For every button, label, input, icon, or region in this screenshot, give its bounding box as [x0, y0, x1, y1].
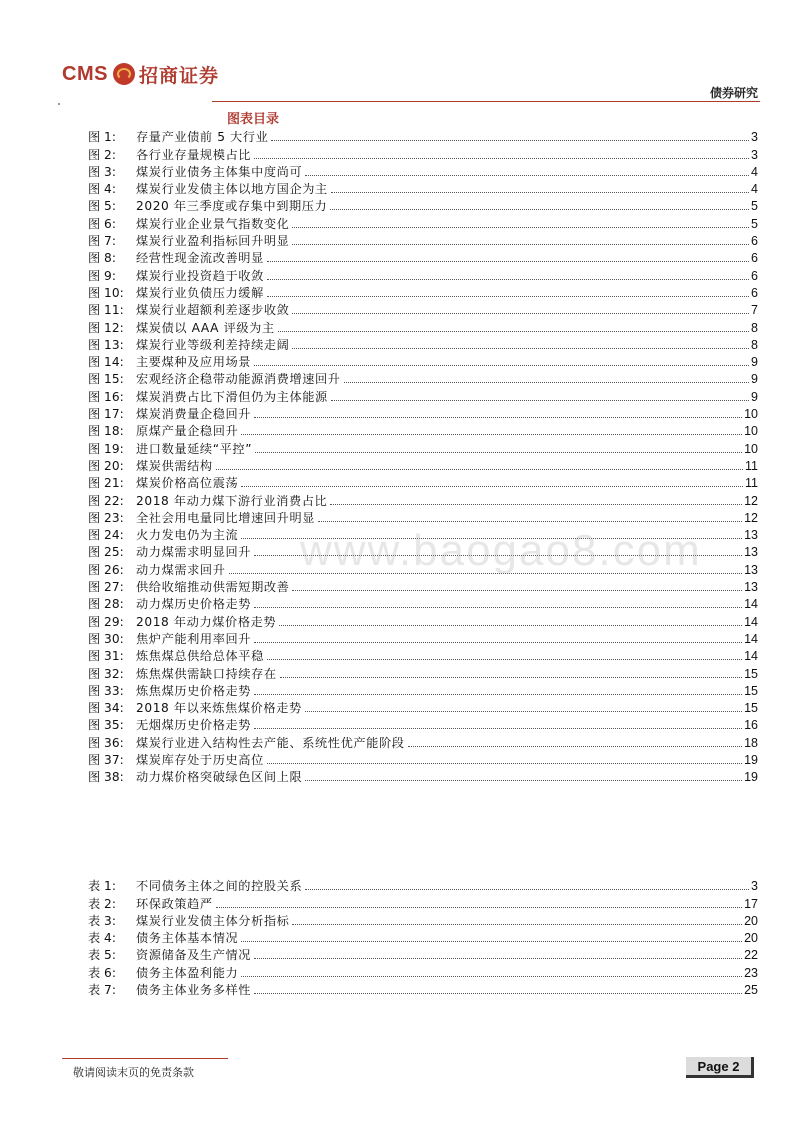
figure-toc-entry[interactable] [88, 733, 758, 750]
dot-leader [331, 191, 749, 193]
table-toc-entry[interactable] [88, 877, 758, 894]
entry-title: 煤炭消费占比下滑但仍为主体能源 [136, 389, 328, 404]
entry-page-number: 6 [751, 285, 758, 300]
dot-leader [331, 399, 749, 401]
entry-page-number: 14 [744, 649, 758, 664]
entry-label: 图 21: [88, 476, 124, 491]
dot-leader [267, 762, 742, 764]
figure-toc-entry[interactable] [88, 595, 758, 612]
dot-leader [292, 923, 742, 925]
entry-title: 动力煤价格突破绿色区间上限 [136, 770, 303, 785]
dot-leader [271, 139, 749, 141]
dot-leader [330, 503, 742, 505]
entry-label: 表 4: [88, 931, 116, 946]
entry-page-number: 14 [744, 597, 758, 612]
figure-toc-entry[interactable] [88, 439, 758, 456]
entry-label: 图 37: [88, 752, 124, 767]
figure-toc-entry[interactable] [88, 491, 758, 508]
logo-text-latin: CMS [62, 62, 108, 85]
entry-label: 图 33: [88, 683, 124, 698]
entry-title: 动力煤需求回升 [136, 562, 226, 577]
entry-label: 图 30: [88, 631, 124, 646]
dot-leader [254, 641, 742, 643]
entry-page-number: 6 [751, 268, 758, 283]
cms-logo [62, 60, 219, 88]
entry-label: 图 4: [88, 182, 116, 197]
figure-toc-entry[interactable] [88, 647, 758, 664]
entry-page-number: 10 [744, 407, 758, 422]
entry-page-number: 15 [744, 666, 758, 681]
dot-leader [292, 226, 749, 228]
dot-leader [254, 992, 742, 994]
entry-label: 图 3: [88, 164, 116, 179]
entry-page-number: 11 [745, 476, 758, 491]
entry-page-number: 3 [751, 147, 758, 162]
footer-disclaimer: 敬请阅读末页的免责条款 [73, 1066, 194, 1079]
entry-page-number: 6 [751, 234, 758, 249]
entry-label: 图 5: [88, 199, 116, 214]
entry-title: 资源储备及生产情况 [136, 948, 252, 963]
figure-toc-entry[interactable] [88, 180, 758, 197]
entry-title: 动力煤历史价格走势 [136, 597, 252, 612]
table-toc-entry[interactable] [88, 894, 758, 911]
dot-leader [267, 295, 749, 297]
table-toc-entry[interactable] [88, 981, 758, 998]
entry-label: 图 26: [88, 562, 124, 577]
entry-title: 动力煤需求明显回升 [136, 545, 252, 560]
entry-title: 债务主体盈利能力 [136, 965, 239, 980]
entry-title: 2020 年三季度或存集中到期压力 [136, 199, 328, 214]
entry-title: 煤炭行业超额利差逐步收敛 [136, 303, 290, 318]
dot-leader [305, 779, 742, 781]
entry-page-number: 20 [744, 931, 758, 946]
entry-title: 炼焦煤历史价格走势 [136, 683, 252, 698]
dot-leader [254, 364, 749, 366]
entry-title: 炼焦煤总供给总体平稳 [136, 649, 264, 664]
entry-label: 表 6: [88, 965, 116, 980]
entry-label: 表 5: [88, 948, 116, 963]
entry-page-number: 5 [751, 216, 758, 231]
entry-page-number: 25 [744, 983, 758, 998]
entry-title: 煤炭消费量企稳回升 [136, 407, 252, 422]
entry-page-number: 20 [744, 913, 758, 928]
entry-title: 债务主体基本情况 [136, 931, 239, 946]
dot-leader [254, 727, 742, 729]
entry-label: 图 16: [88, 389, 124, 404]
figure-toc-entry[interactable] [88, 612, 758, 629]
dot-leader [254, 957, 742, 959]
dot-leader [292, 312, 749, 314]
entry-page-number: 8 [751, 337, 758, 352]
entry-page-number: 15 [744, 701, 758, 716]
entry-page-number: 6 [751, 251, 758, 266]
entry-label: 图 29: [88, 614, 124, 629]
figure-toc-entry[interactable] [88, 353, 758, 370]
entry-label: 图 22: [88, 493, 124, 508]
entry-title: 主要煤种及应用场景 [136, 355, 252, 370]
figure-toc-entry[interactable] [88, 370, 758, 387]
entry-label: 图 11: [88, 303, 124, 318]
table-toc-entry[interactable] [88, 912, 758, 929]
figure-toc-entry[interactable] [88, 578, 758, 595]
dot-leader [305, 174, 749, 176]
entry-label: 图 15: [88, 372, 124, 387]
dot-leader [254, 693, 742, 695]
entry-title: 煤炭价格高位震荡 [136, 476, 239, 491]
entry-page-number: 17 [744, 896, 758, 911]
figure-toc-entry[interactable] [88, 509, 758, 526]
dot-leader [216, 906, 742, 908]
entry-page-number: 19 [744, 770, 758, 785]
entry-label: 图 1: [88, 130, 116, 145]
entry-title: 煤炭行业投资趋于收敛 [136, 268, 264, 283]
entry-page-number: 12 [744, 510, 758, 525]
figure-toc-entry[interactable] [88, 214, 758, 231]
dot-leader [241, 485, 743, 487]
entry-title: 煤炭行业进入结构性去产能、系统性优产能阶段 [136, 735, 405, 750]
figure-toc-entry[interactable] [88, 682, 758, 699]
entry-page-number: 19 [744, 752, 758, 767]
figure-toc-entry[interactable] [88, 336, 758, 353]
entry-title: 焦炉产能利用率回升 [136, 631, 252, 646]
footer-divider [62, 1058, 228, 1059]
entry-title: 煤炭行业债务主体集中度尚可 [136, 164, 303, 179]
entry-title: 炼焦煤供需缺口持续存在 [136, 666, 277, 681]
entry-label: 图 14: [88, 355, 124, 370]
entry-label: 图 13: [88, 337, 124, 352]
dot-leader [278, 330, 749, 332]
entry-page-number: 3 [751, 130, 758, 145]
entry-page-number: 5 [751, 199, 758, 214]
entry-page-number: 7 [751, 303, 758, 318]
dot-leader [255, 451, 742, 453]
table-toc-entry[interactable] [88, 946, 758, 963]
entry-label: 图 36: [88, 735, 124, 750]
dot-leader [280, 676, 742, 678]
table-list [88, 877, 758, 998]
entry-label: 图 18: [88, 424, 124, 439]
dot-leader [305, 710, 742, 712]
entry-page-number: 9 [751, 355, 758, 370]
entry-label: 表 7: [88, 983, 116, 998]
watermark: www.baogao8.com [300, 526, 702, 575]
entry-title: 供给收缩推动供需短期改善 [136, 580, 290, 595]
header-divider [212, 101, 760, 102]
entry-page-number: 18 [744, 735, 758, 750]
figure-toc-entry[interactable] [88, 145, 758, 162]
dot-leader [330, 208, 749, 210]
dot-leader [344, 381, 749, 383]
entry-title: 进口数量延续“平控” [136, 441, 253, 456]
entry-title: 2018 年动力煤下游行业消费占比 [136, 493, 328, 508]
table-toc-entry[interactable] [88, 963, 758, 980]
toc-title: 图表目录 [227, 112, 280, 127]
entry-page-number: 9 [751, 389, 758, 404]
entry-title: 债务主体业务多样性 [136, 983, 252, 998]
entry-label: 图 35: [88, 718, 124, 733]
entry-title: 煤炭供需结构 [136, 458, 213, 473]
entry-label: 图 32: [88, 666, 124, 681]
figure-toc-entry[interactable] [88, 318, 758, 335]
entry-page-number: 14 [744, 631, 758, 646]
entry-page-number: 13 [744, 580, 758, 595]
report-section-label: 债券研究 [709, 86, 758, 100]
entry-page-number: 3 [751, 879, 758, 894]
entry-page-number: 4 [751, 164, 758, 179]
entry-title: 宏观经济企稳带动能源消费增速回升 [136, 372, 341, 387]
entry-label: 图 28: [88, 597, 124, 612]
dot-leader [254, 157, 749, 159]
figure-toc-entry[interactable] [88, 284, 758, 301]
entry-page-number: 15 [744, 683, 758, 698]
entry-title: 环保政策趋严 [136, 896, 213, 911]
entry-page-number: 23 [744, 965, 758, 980]
dot-leader [254, 606, 742, 608]
figure-toc-entry[interactable] [88, 422, 758, 439]
page-number-box: Page 2 [686, 1057, 754, 1078]
dot-leader [267, 278, 749, 280]
figure-toc-entry[interactable] [88, 405, 758, 422]
entry-page-number: 13 [744, 545, 758, 560]
dot-leader [216, 468, 743, 470]
entry-title: 全社会用电量同比增速回升明显 [136, 510, 316, 525]
entry-page-number: 11 [745, 458, 758, 473]
entry-page-number: 8 [751, 320, 758, 335]
entry-label: 图 20: [88, 458, 124, 473]
entry-label: 表 1: [88, 879, 116, 894]
dot-leader [254, 416, 742, 418]
entry-page-number: 13 [744, 528, 758, 543]
dot-leader [318, 520, 742, 522]
entry-title: 煤炭行业负债压力缓解 [136, 285, 264, 300]
figure-list [88, 128, 758, 785]
figure-toc-entry[interactable] [88, 232, 758, 249]
dot-leader [241, 433, 742, 435]
figure-toc-entry[interactable] [88, 751, 758, 768]
entry-page-number: 4 [751, 182, 758, 197]
figure-toc-entry[interactable] [88, 699, 758, 716]
table-toc-entry[interactable] [88, 929, 758, 946]
figure-toc-entry[interactable] [88, 163, 758, 180]
entry-label: 图 17: [88, 407, 124, 422]
dot-leader [305, 888, 749, 890]
figure-toc-entry[interactable] [88, 457, 758, 474]
entry-title: 2018 年动力煤价格走势 [136, 614, 277, 629]
dot-leader [267, 260, 749, 262]
entry-label: 表 2: [88, 896, 116, 911]
entry-label: 图 6: [88, 216, 116, 231]
entry-page-number: 14 [744, 614, 758, 629]
entry-label: 图 38: [88, 770, 124, 785]
entry-title: 不同债务主体之间的控股关系 [136, 879, 303, 894]
figure-toc-entry[interactable] [88, 301, 758, 318]
dot-leader [292, 589, 742, 591]
logo-emblem-icon [113, 63, 135, 85]
figure-toc-entry[interactable] [88, 387, 758, 404]
dot-leader [292, 243, 749, 245]
entry-label: 图 2: [88, 147, 116, 162]
dot-leader [279, 624, 742, 626]
entry-label: 图 7: [88, 234, 116, 249]
header-dot [58, 103, 60, 105]
entry-title: 煤炭行业企业景气指数变化 [136, 216, 290, 231]
entry-title: 煤炭行业盈利指标回升明显 [136, 234, 290, 249]
entry-label: 图 25: [88, 545, 124, 560]
entry-title: 煤炭行业等级利差持续走阔 [136, 337, 290, 352]
entry-title: 2018 年以来炼焦煤价格走势 [136, 701, 302, 716]
entry-page-number: 9 [751, 372, 758, 387]
entry-page-number: 13 [744, 562, 758, 577]
entry-page-number: 10 [744, 424, 758, 439]
figure-toc-entry[interactable] [88, 716, 758, 733]
entry-label: 图 19: [88, 441, 124, 456]
figure-toc-entry[interactable] [88, 664, 758, 681]
entry-label: 图 10: [88, 285, 124, 300]
figure-toc-entry[interactable] [88, 128, 758, 145]
entry-page-number: 12 [744, 493, 758, 508]
entry-label: 图 24: [88, 528, 124, 543]
figure-toc-entry[interactable] [88, 266, 758, 283]
entry-label: 图 8: [88, 251, 116, 266]
entry-title: 煤炭行业发债主体以地方国企为主 [136, 182, 328, 197]
entry-title: 火力发电仍为主流 [136, 528, 239, 543]
entry-label: 图 34: [88, 701, 124, 716]
page-header [0, 0, 800, 104]
entry-label: 图 27: [88, 580, 124, 595]
figure-toc-entry[interactable] [88, 249, 758, 266]
entry-title: 原煤产量企稳回升 [136, 424, 239, 439]
entry-title: 各行业存量规模占比 [136, 147, 252, 162]
figure-toc-entry[interactable] [88, 630, 758, 647]
entry-title: 存量产业债前 5 大行业 [136, 130, 269, 145]
entry-label: 图 12: [88, 320, 124, 335]
entry-title: 无烟煤历史价格走势 [136, 718, 252, 733]
entry-label: 图 31: [88, 649, 124, 664]
dot-leader [241, 940, 742, 942]
entry-page-number: 16 [744, 718, 758, 733]
dot-leader [408, 745, 743, 747]
entry-label: 图 23: [88, 510, 124, 525]
figure-toc-entry[interactable] [88, 474, 758, 491]
entry-page-number: 10 [744, 441, 758, 456]
entry-label: 表 3: [88, 913, 116, 928]
entry-title: 经营性现金流改善明显 [136, 251, 264, 266]
entry-label: 图 9: [88, 268, 116, 283]
entry-title: 煤炭行业发债主体分析指标 [136, 913, 290, 928]
dot-leader [267, 658, 742, 660]
dot-leader [241, 975, 742, 977]
figure-toc-entry[interactable] [88, 197, 758, 214]
logo-text-chinese: 招商证券 [138, 64, 219, 87]
entry-title: 煤炭债以 AAA 评级为主 [136, 320, 275, 335]
entry-title: 煤炭库存处于历史高位 [136, 752, 264, 767]
entry-page-number: 22 [744, 948, 758, 963]
figure-toc-entry[interactable] [88, 768, 758, 785]
dot-leader [292, 347, 749, 349]
